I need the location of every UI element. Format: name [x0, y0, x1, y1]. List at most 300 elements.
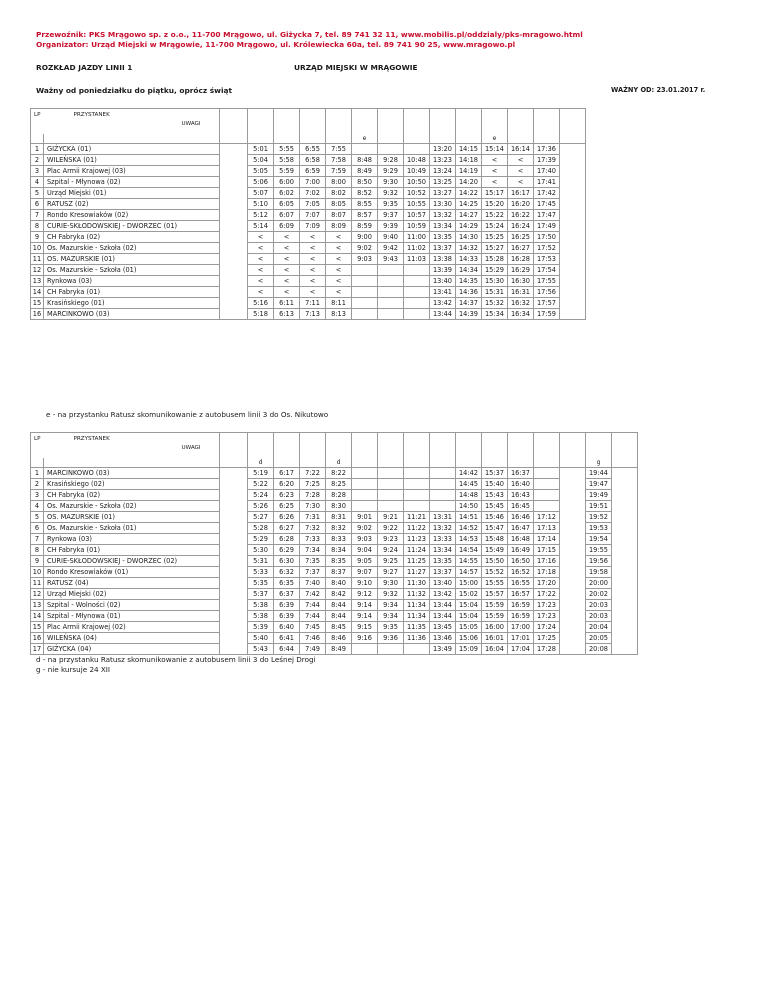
- stop-number: 6: [31, 523, 44, 534]
- gap-cell: [560, 221, 586, 232]
- departure-time: 5:01: [248, 144, 274, 155]
- departure-time: <: [274, 254, 300, 265]
- departure-time: 17:12: [534, 512, 560, 523]
- header-cell: [274, 109, 300, 135]
- departure-time: 15:59: [482, 600, 508, 611]
- departure-time: 7:46: [300, 633, 326, 644]
- header-cell: [404, 433, 430, 459]
- departure-time: [534, 479, 560, 490]
- gap-cell: [560, 600, 586, 611]
- departure-time: 5:55: [274, 144, 300, 155]
- departure-time: [378, 479, 404, 490]
- departure-time: 17:45: [534, 199, 560, 210]
- departure-time: 5:30: [248, 545, 274, 556]
- departure-time: 6:07: [274, 210, 300, 221]
- departure-time: 17:23: [534, 600, 560, 611]
- course-marker: [508, 458, 534, 468]
- course-marker: [612, 458, 638, 468]
- gap-cell: [612, 578, 638, 589]
- departure-time: 7:37: [300, 567, 326, 578]
- departure-time: 11:00: [404, 232, 430, 243]
- departure-time: 13:38: [430, 254, 456, 265]
- departure-time: 9:07: [352, 567, 378, 578]
- departure-time: 15:57: [482, 589, 508, 600]
- gap-cell: [612, 545, 638, 556]
- departure-time: 7:35: [300, 556, 326, 567]
- departure-time: 8:52: [352, 188, 378, 199]
- departure-time: 20:02: [586, 589, 612, 600]
- header-cell: [300, 433, 326, 459]
- departure-time: 15:46: [482, 512, 508, 523]
- stop-name: Urząd Miejski (02): [44, 589, 220, 600]
- header-cell: [378, 109, 404, 135]
- stop-label: PRZYSTANEK: [73, 436, 110, 442]
- gap-cell: [560, 265, 586, 276]
- header-cell: [560, 433, 586, 459]
- departure-time: 14:50: [456, 501, 482, 512]
- departure-time: 13:45: [430, 622, 456, 633]
- departure-time: 9:14: [352, 611, 378, 622]
- departure-time: 7:34: [300, 545, 326, 556]
- departure-time: 9:15: [352, 622, 378, 633]
- gap-cell: [220, 221, 248, 232]
- departure-time: 15:59: [482, 611, 508, 622]
- departure-time: 6:00: [274, 177, 300, 188]
- departure-time: [404, 468, 430, 479]
- departure-time: 7:59: [326, 166, 352, 177]
- departure-time: 16:50: [508, 556, 534, 567]
- gap-cell: [560, 287, 586, 298]
- gap-cell: [220, 479, 248, 490]
- departure-time: [378, 644, 404, 655]
- departure-time: 8:34: [326, 545, 352, 556]
- stop-row: [31, 512, 638, 523]
- departure-time: 6:20: [274, 479, 300, 490]
- stop-row: [31, 199, 586, 210]
- departure-time: 11:34: [404, 611, 430, 622]
- departure-time: 5:28: [248, 523, 274, 534]
- stop-name: OS. MAZURSKIE (01): [44, 254, 220, 265]
- departure-time: 13:35: [430, 232, 456, 243]
- stop-number: 3: [31, 166, 44, 177]
- departure-time: 15:00: [456, 578, 482, 589]
- departure-time: 20:05: [586, 633, 612, 644]
- stop-label: PRZYSTANEK: [73, 112, 110, 118]
- departure-time: 15:22: [482, 210, 508, 221]
- departure-time: 17:24: [534, 622, 560, 633]
- departure-time: 13:37: [430, 243, 456, 254]
- stop-row: [31, 298, 586, 309]
- departure-time: 10:57: [404, 210, 430, 221]
- departure-time: 16:52: [508, 567, 534, 578]
- gap-cell: [220, 199, 248, 210]
- authority-name: URZĄD MIEJSKI W MRĄGOWIE: [294, 63, 418, 72]
- stop-name: Rondo Kresowiaków (01): [44, 567, 220, 578]
- departure-time: 8:55: [352, 199, 378, 210]
- departure-time: 13:42: [430, 298, 456, 309]
- departure-time: 15:02: [456, 589, 482, 600]
- header-cell: [430, 433, 456, 459]
- departure-time: 13:40: [430, 276, 456, 287]
- gap-cell: [220, 534, 248, 545]
- departure-time: 11:21: [404, 512, 430, 523]
- departure-time: [378, 265, 404, 276]
- departure-time: 14:37: [456, 298, 482, 309]
- stop-number: 9: [31, 556, 44, 567]
- stop-row: [31, 534, 638, 545]
- departure-time: <: [326, 287, 352, 298]
- stop-row: [31, 166, 586, 177]
- stop-name: MARCINKOWO (03): [44, 309, 220, 320]
- stop-name: Szpital - Wolności (02): [44, 600, 220, 611]
- departure-time: 8:45: [326, 622, 352, 633]
- departure-time: <: [274, 276, 300, 287]
- stop-row: [31, 545, 638, 556]
- departure-time: 13:31: [430, 512, 456, 523]
- departure-time: 14:25: [456, 199, 482, 210]
- departure-time: 5:07: [248, 188, 274, 199]
- stop-number: 16: [31, 309, 44, 320]
- departure-time: 11:24: [404, 545, 430, 556]
- departure-time: 16:04: [482, 644, 508, 655]
- course-marker: d: [326, 458, 352, 468]
- gap-cell: [560, 534, 586, 545]
- course-marker: [326, 134, 352, 144]
- departure-time: 5:59: [274, 166, 300, 177]
- gap-cell: [220, 644, 248, 655]
- departure-time: 14:57: [456, 567, 482, 578]
- stop-row: [31, 611, 638, 622]
- header-cell: [430, 109, 456, 135]
- departure-time: 8:07: [326, 210, 352, 221]
- departure-time: 16:45: [508, 501, 534, 512]
- stop-number: 10: [31, 567, 44, 578]
- departure-time: 7:45: [300, 622, 326, 633]
- stop-row: [31, 556, 638, 567]
- header-cell: [248, 109, 274, 135]
- stop-name: Szpital - Młynowa (02): [44, 177, 220, 188]
- departure-time: 13:27: [430, 188, 456, 199]
- stop-name: Szpital - Młynowa (01): [44, 611, 220, 622]
- departure-time: 11:27: [404, 567, 430, 578]
- gap-cell: [560, 556, 586, 567]
- gap-cell: [560, 479, 586, 490]
- departure-time: 7:13: [300, 309, 326, 320]
- header-cell: [220, 433, 248, 459]
- departure-time: 7:22: [300, 468, 326, 479]
- gap-cell: [560, 633, 586, 644]
- departure-time: 7:49: [300, 644, 326, 655]
- departure-time: 6:28: [274, 534, 300, 545]
- departure-time: 17:42: [534, 188, 560, 199]
- departure-time: 9:34: [378, 600, 404, 611]
- departure-time: 14:34: [456, 265, 482, 276]
- stop-name: Krasińskiego (02): [44, 479, 220, 490]
- departure-time: 14:54: [456, 545, 482, 556]
- departure-time: 14:18: [456, 155, 482, 166]
- gap-cell: [612, 468, 638, 479]
- departure-time: 5:37: [248, 589, 274, 600]
- gap-cell: [560, 144, 586, 155]
- departure-time: <: [248, 254, 274, 265]
- departure-time: [378, 298, 404, 309]
- departure-time: 5:43: [248, 644, 274, 655]
- departure-time: 8:49: [326, 644, 352, 655]
- departure-time: 17:25: [534, 633, 560, 644]
- gap-cell: [220, 276, 248, 287]
- departure-time: [352, 468, 378, 479]
- gap-cell: [220, 512, 248, 523]
- header-cell: [482, 433, 508, 459]
- departure-time: 14:35: [456, 276, 482, 287]
- course-marker: [220, 134, 248, 144]
- departure-time: 7:55: [326, 144, 352, 155]
- departure-time: 20:03: [586, 600, 612, 611]
- header-cell: [404, 109, 430, 135]
- header-cell: [220, 109, 248, 135]
- departure-time: 14:19: [456, 166, 482, 177]
- departure-time: [352, 287, 378, 298]
- departure-time: 6:09: [274, 221, 300, 232]
- departure-time: 8:05: [326, 199, 352, 210]
- departure-time: 7:44: [300, 600, 326, 611]
- stop-number: 15: [31, 298, 44, 309]
- departure-time: 9:37: [378, 210, 404, 221]
- stop-number: 7: [31, 210, 44, 221]
- departure-time: 17:04: [508, 644, 534, 655]
- departure-time: 9:30: [378, 177, 404, 188]
- departure-time: 20:04: [586, 622, 612, 633]
- departure-time: 19:58: [586, 567, 612, 578]
- departure-time: 7:00: [300, 177, 326, 188]
- stop-row: [31, 144, 586, 155]
- remarks-label: UWAGI: [181, 445, 201, 451]
- departure-time: 6:40: [274, 622, 300, 633]
- stop-name: CH Fabryka (02): [44, 232, 220, 243]
- departure-time: <: [300, 276, 326, 287]
- departure-time: 6:44: [274, 644, 300, 655]
- stop-name: OS. MAZURSKIE (01): [44, 512, 220, 523]
- departure-time: 9:03: [352, 254, 378, 265]
- departure-time: [352, 144, 378, 155]
- departure-time: 17:41: [534, 177, 560, 188]
- gap-cell: [220, 589, 248, 600]
- departure-time: [352, 265, 378, 276]
- departure-time: 13:20: [430, 144, 456, 155]
- departure-time: 20:08: [586, 644, 612, 655]
- departure-time: 14:39: [456, 309, 482, 320]
- departure-time: 14:53: [456, 534, 482, 545]
- gap-cell: [220, 633, 248, 644]
- departure-time: 6:55: [300, 144, 326, 155]
- stop-number: 8: [31, 545, 44, 556]
- header-cell: [560, 109, 586, 135]
- departure-time: 10:55: [404, 199, 430, 210]
- departure-time: [378, 144, 404, 155]
- departure-time: 8:42: [326, 589, 352, 600]
- gap-cell: [220, 545, 248, 556]
- departure-time: 17:50: [534, 232, 560, 243]
- departure-time: 16:27: [508, 243, 534, 254]
- header-cell: [482, 109, 508, 135]
- column-header-stop: [44, 433, 220, 459]
- stop-name: Plac Armii Krajowej (03): [44, 166, 220, 177]
- departure-time: 15:50: [482, 556, 508, 567]
- stop-row: [31, 265, 586, 276]
- gap-cell: [560, 232, 586, 243]
- stop-number: 5: [31, 188, 44, 199]
- departure-time: 6:29: [274, 545, 300, 556]
- departure-time: 16:47: [508, 523, 534, 534]
- gap-cell: [220, 468, 248, 479]
- departure-time: 8:09: [326, 221, 352, 232]
- departure-time: 17:57: [534, 298, 560, 309]
- validity-days: Ważny od poniedziałku do piątku, oprócz świąt: [36, 86, 233, 95]
- departure-time: 15:17: [482, 188, 508, 199]
- timetable-direction-2: [30, 432, 638, 655]
- departure-time: 8:35: [326, 556, 352, 567]
- departure-time: <: [326, 265, 352, 276]
- stop-number: 2: [31, 479, 44, 490]
- departure-time: 14:33: [456, 254, 482, 265]
- header-cell: [456, 433, 482, 459]
- departure-time: 8:48: [352, 155, 378, 166]
- gap-cell: [612, 633, 638, 644]
- stop-name: RATUSZ (02): [44, 199, 220, 210]
- departure-time: [404, 479, 430, 490]
- departure-time: 7:25: [300, 479, 326, 490]
- course-marker: [482, 458, 508, 468]
- departure-time: 14:45: [456, 479, 482, 490]
- departure-time: 6:59: [300, 166, 326, 177]
- departure-time: [378, 309, 404, 320]
- stop-name: Urząd Miejski (01): [44, 188, 220, 199]
- stop-number: 11: [31, 254, 44, 265]
- departure-time: [534, 501, 560, 512]
- departure-time: 17:49: [534, 221, 560, 232]
- departure-time: [430, 490, 456, 501]
- departure-time: 19:55: [586, 545, 612, 556]
- departure-time: 17:47: [534, 210, 560, 221]
- departure-time: 8:00: [326, 177, 352, 188]
- departure-time: 9:24: [378, 545, 404, 556]
- stop-name: Rondo Kresowiaków (02): [44, 210, 220, 221]
- departure-time: 16:00: [482, 622, 508, 633]
- departure-time: 14:20: [456, 177, 482, 188]
- stop-number: 13: [31, 276, 44, 287]
- gap-cell: [220, 490, 248, 501]
- departure-time: 11:03: [404, 254, 430, 265]
- course-marker: [378, 134, 404, 144]
- marker-stop: [44, 134, 220, 144]
- departure-time: 7:05: [300, 199, 326, 210]
- gap-cell: [560, 523, 586, 534]
- departure-time: 14:42: [456, 468, 482, 479]
- stop-number: 9: [31, 232, 44, 243]
- departure-time: 5:31: [248, 556, 274, 567]
- departure-time: 13:23: [430, 155, 456, 166]
- stop-name: GIŻYCKA (01): [44, 144, 220, 155]
- departure-time: 17:36: [534, 144, 560, 155]
- gap-cell: [612, 512, 638, 523]
- gap-cell: [220, 166, 248, 177]
- departure-time: 16:57: [508, 589, 534, 600]
- gap-cell: [220, 144, 248, 155]
- departure-time: 11:25: [404, 556, 430, 567]
- gap-cell: [560, 468, 586, 479]
- departure-time: <: [274, 232, 300, 243]
- gap-cell: [220, 501, 248, 512]
- gap-cell: [560, 155, 586, 166]
- gap-cell: [560, 243, 586, 254]
- departure-time: [352, 490, 378, 501]
- timetable-direction-1: [30, 108, 586, 320]
- departure-time: 9:14: [352, 600, 378, 611]
- stop-row: [31, 221, 586, 232]
- departure-time: 17:54: [534, 265, 560, 276]
- departure-time: 7:40: [300, 578, 326, 589]
- course-marker: [508, 134, 534, 144]
- departure-time: <: [482, 177, 508, 188]
- course-marker: [456, 458, 482, 468]
- departure-time: 8:02: [326, 188, 352, 199]
- departure-time: 7:42: [300, 589, 326, 600]
- departure-time: 8:57: [352, 210, 378, 221]
- gap-cell: [560, 199, 586, 210]
- departure-time: 8:30: [326, 501, 352, 512]
- gap-cell: [560, 567, 586, 578]
- departure-time: 19:47: [586, 479, 612, 490]
- departure-time: [352, 479, 378, 490]
- stop-number: 15: [31, 622, 44, 633]
- departure-time: 16:31: [508, 287, 534, 298]
- departure-time: 17:00: [508, 622, 534, 633]
- departure-time: 14:48: [456, 490, 482, 501]
- departure-time: 9:35: [378, 199, 404, 210]
- departure-time: <: [326, 276, 352, 287]
- departure-time: 16:28: [508, 254, 534, 265]
- departure-time: 6:05: [274, 199, 300, 210]
- departure-time: 16:24: [508, 221, 534, 232]
- departure-time: [404, 490, 430, 501]
- departure-time: 15:04: [456, 611, 482, 622]
- departure-time: 14:22: [456, 188, 482, 199]
- departure-time: 19:53: [586, 523, 612, 534]
- departure-time: 19:52: [586, 512, 612, 523]
- departure-time: [430, 501, 456, 512]
- departure-time: 17:56: [534, 287, 560, 298]
- stop-name: Os. Mazurskie - Szkoła (01): [44, 523, 220, 534]
- departure-time: 15:27: [482, 243, 508, 254]
- departure-time: 9:43: [378, 254, 404, 265]
- departure-time: <: [248, 232, 274, 243]
- departure-time: 15:48: [482, 534, 508, 545]
- departure-time: 20:03: [586, 611, 612, 622]
- header-cell: [586, 433, 612, 459]
- departure-time: 15:06: [456, 633, 482, 644]
- departure-time: 14:55: [456, 556, 482, 567]
- departure-time: 9:10: [352, 578, 378, 589]
- departure-time: <: [508, 155, 534, 166]
- departure-time: 5:26: [248, 501, 274, 512]
- departure-time: 16:48: [508, 534, 534, 545]
- gap-cell: [220, 611, 248, 622]
- departure-time: 5:16: [248, 298, 274, 309]
- departure-time: 17:13: [534, 523, 560, 534]
- gap-cell: [612, 600, 638, 611]
- departure-time: 17:14: [534, 534, 560, 545]
- course-marker: [378, 458, 404, 468]
